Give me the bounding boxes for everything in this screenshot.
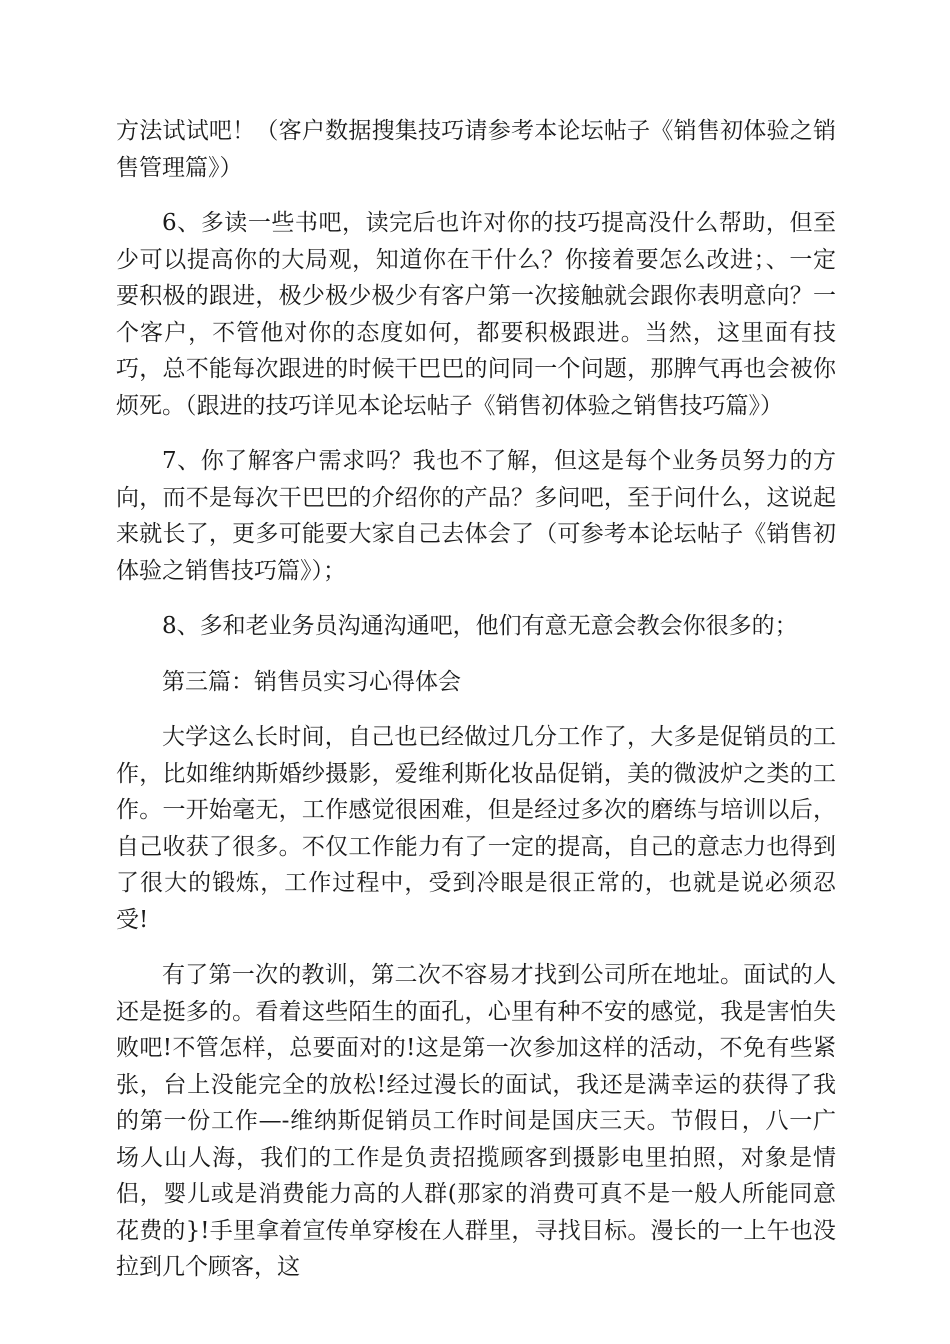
section-heading: 第三篇：销售员实习心得体会: [162, 668, 461, 695]
paragraph-body-2: 有了第一次的教训，第二次不容易才找到公司所在地址。面试的人还是挺多的。看着这些陌生的面孔，心里有种不安的感觉，我是害怕失败吧!不管怎样，总要面对的!这是第一次参加这样的活动，不免有些紧张，台上没能完全的放松!经过漫长的面试，我还是满幸运的获得了我的第一份工作—-维纳斯促销员工作时间是国庆三天。节假日，八一广场人山人海，我们的工作是负责招揽顾客到摄影电里拍照，对象是情侣，婴儿或是消费能力高的人群(那家的消费可真不是一般人所能同意花费的}!手里拿着宣传单穿梭在人群里，寻找目标。漫长的一上午也没拉到几个顾客，这: [116, 962, 836, 1280]
paragraph-continuation: 方法试试吧！（客户数据搜集技巧请参考本论坛帖子《销售初体验之销售管理篇》）: [116, 118, 836, 181]
document-page: [116, 113, 836, 1286]
paragraph-item-7: 7、你了解客户需求吗？我也不了解，但这是每个业务员努力的方向，而不是每次干巴巴的介绍你的产品？多问吧，至于问什么，这说起来就长了，更多可能要大家自己去体会了（可参考本论坛帖子《销售初体验之销售技巧篇》）；: [116, 448, 836, 584]
paragraph-item-6: 6、多读一些书吧，读完后也许对你的技巧提高没什么帮助，但至少可以提高你的大局观，知道你在干什么？你接着要怎么改进；、一定要积极的跟进，极少极少极少有客户第一次接触就会跟你表明意向？一个客户，不管他对你的态度如何，都要积极跟进。当然，这里面有技巧，总不能每次跟进的时候干巴巴的问同一个问题，那脾气再也会被你烦死。（跟进的技巧详见本论坛帖子《销售初体验之销售技巧篇》）: [116, 210, 836, 419]
paragraph-body-1: 大学这么长时间，自己也已经做过几分工作了，大多是促销员的工作，比如维纳斯婚纱摄影，爱维利斯化妆品促销，美的微波炉之类的工作。一开始毫无，工作感觉很困难，但是经过多次的磨练与培训以后，自己收获了很多。不仅工作能力有了一定的提高，自己的意志力也得到了很大的锻炼，工作过程中，受到冷眼是很正常的，也就是说必须忍受!: [116, 724, 836, 933]
paragraph-item-8: 8、多和老业务员沟通沟通吧，他们有意无意会教会你很多的；: [162, 613, 798, 639]
